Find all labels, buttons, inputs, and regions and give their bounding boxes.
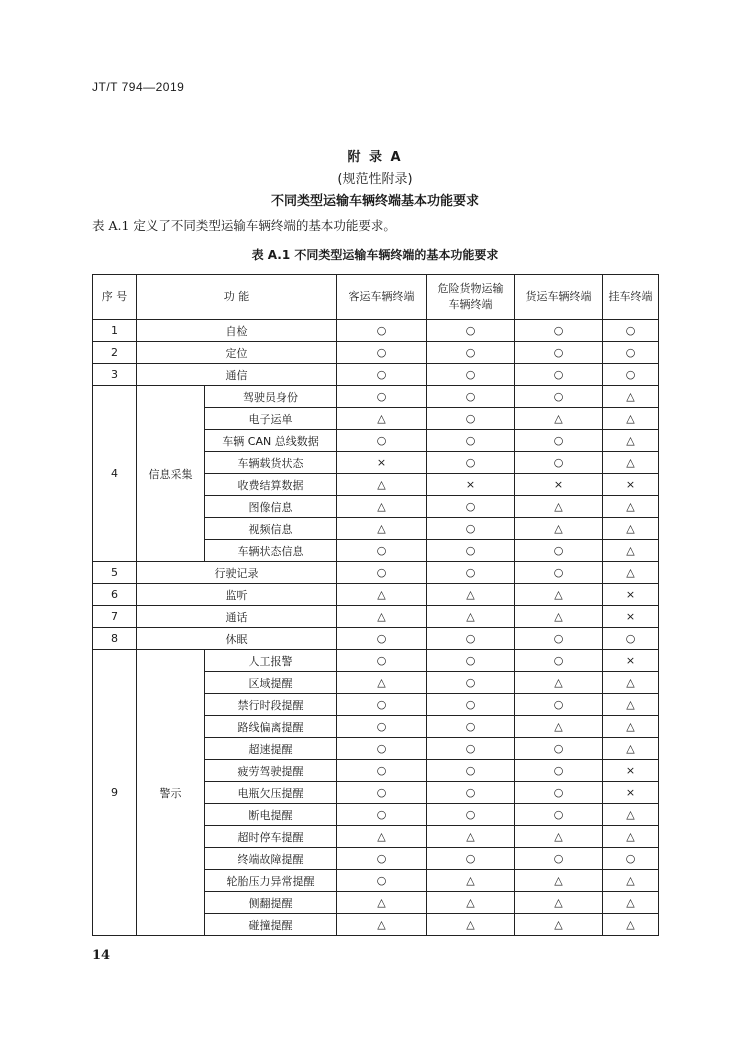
intro-text: 表 A.1 定义了不同类型运输车辆终端的基本功能要求。 <box>92 218 396 233</box>
row-mark-t: ○ <box>603 628 659 650</box>
row-function: 通话 <box>137 606 337 628</box>
row-mark-d: ○ <box>427 716 515 738</box>
row-function: 电瓶欠压提醒 <box>205 782 337 804</box>
row-function: 路线偏离提醒 <box>205 716 337 738</box>
row-mark-p: △ <box>337 672 427 694</box>
row-mark-p: △ <box>337 408 427 430</box>
row-mark-p: △ <box>337 584 427 606</box>
row-mark-d: ○ <box>427 804 515 826</box>
row-seq: 1 <box>93 320 137 342</box>
row-function: 车辆 CAN 总线数据 <box>205 430 337 452</box>
row-mark-d: ○ <box>427 452 515 474</box>
row-mark-d: ○ <box>427 540 515 562</box>
row-mark-p: ○ <box>337 342 427 364</box>
row-function: 自检 <box>137 320 337 342</box>
header-seq: 序 号 <box>93 275 137 320</box>
row-mark-p: ○ <box>337 760 427 782</box>
page-number: 14 <box>92 948 111 963</box>
row-mark-f: × <box>515 474 603 496</box>
row-function: 轮胎压力异常提醒 <box>205 870 337 892</box>
row-function: 断电提醒 <box>205 804 337 826</box>
table-row <box>93 562 659 584</box>
header-dangerous <box>427 275 515 320</box>
row-mark-f: △ <box>515 892 603 914</box>
row-mark-f: △ <box>515 408 603 430</box>
row-mark-d: △ <box>427 606 515 628</box>
row-mark-f: ○ <box>515 364 603 386</box>
table-row <box>93 584 659 606</box>
row-mark-t: × <box>603 650 659 672</box>
row-mark-f: △ <box>515 716 603 738</box>
row-mark-d: ○ <box>427 320 515 342</box>
row-mark-f: ○ <box>515 738 603 760</box>
row-mark-d: ○ <box>427 782 515 804</box>
row-group-label: 信息采集 <box>137 386 205 562</box>
row-mark-t: △ <box>603 496 659 518</box>
row-seq: 5 <box>93 562 137 584</box>
row-mark-d: ○ <box>427 342 515 364</box>
row-seq: 4 <box>93 386 137 562</box>
row-mark-p: △ <box>337 914 427 936</box>
header-passenger: 客运车辆终端 <box>337 275 427 320</box>
row-mark-t: △ <box>603 518 659 540</box>
row-mark-p: △ <box>337 518 427 540</box>
row-mark-d: △ <box>427 892 515 914</box>
row-mark-d: ○ <box>427 848 515 870</box>
table-row <box>93 342 659 364</box>
table-row <box>93 606 659 628</box>
row-mark-t: × <box>603 474 659 496</box>
row-mark-f: ○ <box>515 320 603 342</box>
row-mark-p: ○ <box>337 540 427 562</box>
row-mark-p: ○ <box>337 320 427 342</box>
row-mark-f: ○ <box>515 540 603 562</box>
row-mark-d: ○ <box>427 364 515 386</box>
row-function: 碰撞提醒 <box>205 914 337 936</box>
table-body <box>93 320 659 936</box>
row-mark-t: △ <box>603 408 659 430</box>
row-function: 视频信息 <box>205 518 337 540</box>
row-mark-p: ○ <box>337 364 427 386</box>
table-row <box>93 628 659 650</box>
appendix-subtitle: 不同类型运输车辆终端基本功能要求 <box>270 194 479 209</box>
row-mark-d: ○ <box>427 562 515 584</box>
row-mark-f: △ <box>515 518 603 540</box>
row-mark-f: ○ <box>515 694 603 716</box>
row-mark-d: ○ <box>427 650 515 672</box>
row-mark-p: ○ <box>337 694 427 716</box>
row-mark-f: △ <box>515 606 603 628</box>
row-function: 超速提醒 <box>205 738 337 760</box>
row-mark-t: △ <box>603 826 659 848</box>
row-function: 禁行时段提醒 <box>205 694 337 716</box>
row-mark-d: △ <box>427 584 515 606</box>
row-mark-t: △ <box>603 452 659 474</box>
row-mark-d: △ <box>427 826 515 848</box>
row-mark-d: ○ <box>427 430 515 452</box>
row-function: 疲劳驾驶提醒 <box>205 760 337 782</box>
row-mark-t: × <box>603 584 659 606</box>
row-mark-f: ○ <box>515 760 603 782</box>
row-mark-f: △ <box>515 496 603 518</box>
row-mark-f: ○ <box>515 804 603 826</box>
row-mark-t: ○ <box>603 320 659 342</box>
row-group-label: 警示 <box>137 650 205 936</box>
row-mark-p: ○ <box>337 716 427 738</box>
row-mark-f: △ <box>515 870 603 892</box>
header-freight: 货运车辆终端 <box>515 275 603 320</box>
row-mark-f: ○ <box>515 562 603 584</box>
row-mark-t: △ <box>603 540 659 562</box>
row-function: 终端故障提醒 <box>205 848 337 870</box>
row-mark-t: × <box>603 760 659 782</box>
row-function: 定位 <box>137 342 337 364</box>
row-mark-t: △ <box>603 694 659 716</box>
row-seq: 3 <box>93 364 137 386</box>
row-mark-t: △ <box>603 562 659 584</box>
row-mark-p: × <box>337 452 427 474</box>
row-mark-f: ○ <box>515 628 603 650</box>
header-trailer: 挂车终端 <box>603 275 659 320</box>
row-mark-p: ○ <box>337 650 427 672</box>
table-header-row <box>93 275 659 320</box>
row-mark-t: △ <box>603 386 659 408</box>
row-mark-t: △ <box>603 738 659 760</box>
row-mark-d: × <box>427 474 515 496</box>
row-function: 收费结算数据 <box>205 474 337 496</box>
row-seq: 8 <box>93 628 137 650</box>
row-mark-d: ○ <box>427 694 515 716</box>
row-mark-t: △ <box>603 804 659 826</box>
row-mark-t: △ <box>603 716 659 738</box>
row-mark-p: ○ <box>337 782 427 804</box>
row-mark-p: △ <box>337 892 427 914</box>
row-mark-d: ○ <box>427 672 515 694</box>
row-mark-t: △ <box>603 892 659 914</box>
row-function: 侧翻提醒 <box>205 892 337 914</box>
row-mark-p: ○ <box>337 804 427 826</box>
row-function: 超时停车提醒 <box>205 826 337 848</box>
row-mark-t: ○ <box>603 848 659 870</box>
row-function: 车辆状态信息 <box>205 540 337 562</box>
row-mark-d: ○ <box>427 760 515 782</box>
appendix-title: 附 录 A <box>347 150 403 165</box>
row-mark-p: ○ <box>337 562 427 584</box>
row-mark-t: × <box>603 606 659 628</box>
table-row <box>93 364 659 386</box>
row-mark-f: ○ <box>515 342 603 364</box>
row-mark-p: △ <box>337 826 427 848</box>
header-dangerous-line1: 危险货物运输 <box>437 282 504 295</box>
row-seq: 9 <box>93 650 137 936</box>
row-mark-d: ○ <box>427 386 515 408</box>
row-seq: 6 <box>93 584 137 606</box>
table-row <box>93 386 659 408</box>
row-mark-f: ○ <box>515 452 603 474</box>
row-mark-f: △ <box>515 826 603 848</box>
row-mark-d: ○ <box>427 738 515 760</box>
row-mark-p: △ <box>337 496 427 518</box>
row-function: 驾驶员身份 <box>205 386 337 408</box>
row-mark-f: △ <box>515 914 603 936</box>
row-function: 区域提醒 <box>205 672 337 694</box>
row-function: 通信 <box>137 364 337 386</box>
row-function: 电子运单 <box>205 408 337 430</box>
row-function: 图像信息 <box>205 496 337 518</box>
row-function: 监听 <box>137 584 337 606</box>
row-mark-f: ○ <box>515 848 603 870</box>
row-mark-d: ○ <box>427 628 515 650</box>
row-mark-p: ○ <box>337 848 427 870</box>
row-mark-p: △ <box>337 474 427 496</box>
row-mark-d: ○ <box>427 496 515 518</box>
row-mark-d: ○ <box>427 518 515 540</box>
row-mark-t: ○ <box>603 364 659 386</box>
table-caption: 表 A.1 不同类型运输车辆终端的基本功能要求 <box>251 248 499 262</box>
row-function: 车辆载货状态 <box>205 452 337 474</box>
row-mark-f: ○ <box>515 430 603 452</box>
row-mark-t: × <box>603 782 659 804</box>
row-mark-t: △ <box>603 430 659 452</box>
row-mark-p: ○ <box>337 430 427 452</box>
row-mark-d: △ <box>427 870 515 892</box>
header-function: 功 能 <box>137 275 337 320</box>
row-mark-d: △ <box>427 914 515 936</box>
row-mark-p: △ <box>337 606 427 628</box>
row-mark-p: ○ <box>337 628 427 650</box>
row-seq: 2 <box>93 342 137 364</box>
standard-code: JT/T 794—2019 <box>92 80 185 94</box>
table-row <box>93 650 659 672</box>
row-seq: 7 <box>93 606 137 628</box>
row-mark-t: ○ <box>603 342 659 364</box>
appendix-type: (规范性附录) <box>337 172 413 187</box>
function-table <box>92 274 659 936</box>
row-mark-f: ○ <box>515 650 603 672</box>
row-mark-f: ○ <box>515 386 603 408</box>
row-function: 行驶记录 <box>137 562 337 584</box>
row-mark-t: △ <box>603 914 659 936</box>
header-dangerous-line2: 车辆终端 <box>448 298 493 311</box>
row-mark-p: ○ <box>337 870 427 892</box>
row-mark-p: ○ <box>337 738 427 760</box>
row-mark-p: ○ <box>337 386 427 408</box>
row-mark-t: △ <box>603 672 659 694</box>
table-row <box>93 320 659 342</box>
row-function: 休眠 <box>137 628 337 650</box>
row-function: 人工报警 <box>205 650 337 672</box>
row-mark-f: △ <box>515 672 603 694</box>
row-mark-f: ○ <box>515 782 603 804</box>
row-mark-t: △ <box>603 870 659 892</box>
row-mark-f: △ <box>515 584 603 606</box>
row-mark-d: ○ <box>427 408 515 430</box>
